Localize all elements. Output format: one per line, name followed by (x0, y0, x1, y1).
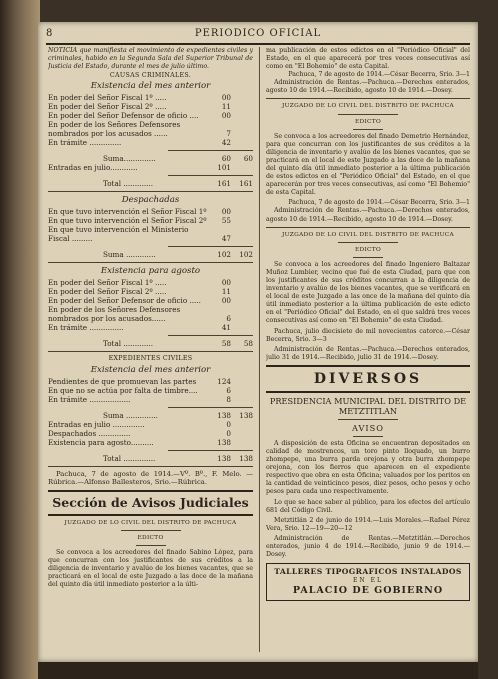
administration-note: Administración de Rentas.—Pachuca.—Derechos enterados, agosto 10 de 1914.—Recibido, agosto 10 de 1914.—Dosey. (266, 207, 470, 223)
table-row: Existencia para agosto.......... 138 (48, 437, 231, 447)
book-binding (0, 0, 40, 679)
table-row: Pendientes de que promuevan las partes 124 (48, 376, 231, 386)
rule (266, 227, 470, 228)
juzgado-heading: JUZGADO DE LO CIVIL DEL DISTRITO DE PACHUCA (282, 231, 454, 238)
table-row: Entradas en julio .............. 0 (48, 419, 231, 429)
edicto-heading: EDICTO (354, 246, 382, 253)
notice-intro: NOTICIA que manifiesta el movimiento de expedientes civiles y criminales, habido en la Segunda Sala del Superior Tribunal de Justicia del Estado, durante el mes de julio último. (48, 47, 253, 70)
table-row: En que tuvo intervención el Señor Fiscal 1º 00 (48, 207, 231, 217)
agosto-title: Existencia para agosto (100, 266, 201, 277)
continued-text: ma publicación de estos edictos en el "Periódico Oficial" del Estado, en el que aparecerá por tres veces consecutivas así como en "El Bohemio" de esta Capital. (266, 47, 470, 71)
edicto-text: Se convoca a los acreedores del finado Demetrio Hernández, para que concurran con los justificantes de sus créditos a la diligencia de inventario y avalúo de los bienes vacantes, que se practicará en el local de este Juzgado a las doce de la mañana del quinto día útil inmediato posterior a la última publicación de estos edictos en el "Periódico Oficial" del Estado, en el que aparecerán por tres veces consecutivas, así como "El Bohemio" de esta Capital. (266, 132, 470, 197)
civiles-title: EXPEDIENTES CIVILES (108, 355, 193, 363)
total-row: Total .............. 138 138 (103, 453, 253, 463)
page-number: 8 (46, 28, 53, 39)
page-title: PERIODICO OFICIAL (194, 28, 322, 39)
talleres-line-1: TALLERES TIPOGRAFICOS INSTALADOS (274, 567, 462, 577)
rule (168, 246, 253, 247)
talleres-line-3: PALACIO DE GOBIERNO (292, 585, 444, 597)
suma-row: Suma .............. 138 138 (103, 410, 253, 420)
administration-note: Administración de Rentas.—Pachuca.—Derechos enterados, agosto 10 de 1914.—Recibido, agosto 10 de 1914.—Dosey. (266, 79, 470, 95)
aviso-heading: AVISO (352, 422, 384, 433)
table-row: En poder de los Señores Defensores nombrados por los acusados...... 6 (48, 305, 231, 324)
table-row: En trámite .................. 8 (48, 394, 231, 404)
page-edge-shadow (38, 662, 478, 679)
total-row: Total ............. 58 58 (103, 339, 253, 349)
signature-line: Pachuca, julio diecisiete de mil novecientos catorce.—César Becerra, Srio. 3—3 (266, 327, 470, 343)
existencia-table (48, 93, 253, 147)
short-rule (338, 419, 398, 420)
header-rule (46, 43, 470, 45)
table-row: En poder del Señor Fiscal 2º ..... 11 (48, 287, 231, 297)
rule (48, 351, 253, 352)
thick-rule (48, 514, 253, 516)
administration-note: Administración de Rentas.—Pachuca.—Derechos enterados, julio 31 de 1914.—Recibido, julio 31 de 1914.—Dosey. (266, 345, 470, 361)
table-row: En que tuvo intervención el Ministerio Fiscal ......... 47 (48, 225, 231, 244)
rule (168, 450, 253, 451)
aviso-text: A disposición de esta Oficina se encuentran depositados en calidad de mostrencos, un toro pinto lloquado, un burro zhompepe, una burra parda orejona y otra burra zhompepe orejona, con los fierros que aparecen en el expediente respectivo que obra en esta Oficina; valuados por los peritos en la cantidad de veinticinco pesos, diez pesos, ocho pesos y ocho pesos para cada uno respectivamente. (266, 439, 470, 496)
talleres-box (266, 563, 470, 601)
table-row: En poder del Señor Defensor de oficio .... 00 (48, 111, 231, 121)
causas-title: CAUSAS CRIMINALES. (109, 72, 192, 80)
signature-line: Pachuca, 7 de agosto de 1914.—César Becerra, Srio. 3—1 (288, 71, 470, 79)
short-rule (353, 129, 383, 130)
table-row: En que tuvo intervención el Señor Fiscal 2º 55 (48, 216, 231, 226)
edicto-heading: EDICTO (137, 534, 164, 541)
talleres-line-2: EN EL (353, 577, 383, 585)
table-row: En trámite .............. 42 (48, 138, 231, 148)
short-rule (353, 257, 383, 258)
rule (168, 150, 253, 151)
signature-line: Pachuca, 7 de agosto de 1914.—Vº. Bº., F. Melo. —Rúbrica.—Alfonso Ballesteros, Srio.—Rúbrica. (48, 469, 253, 487)
total-row: Total ............. 161 161 (103, 179, 253, 189)
short-rule (136, 545, 166, 546)
despachadas-title: Despachadas (121, 195, 180, 206)
left-column (48, 47, 253, 652)
thick-rule (48, 490, 253, 492)
thick-rule (266, 365, 470, 367)
section-title: Sección de Avisos Judiciales (52, 494, 249, 510)
thick-rule (266, 391, 470, 393)
aviso-text-2: Lo que se hace saber al público, para los efectos del artículo 681 del Código Civil. (266, 498, 470, 514)
suma-row: Suma.............. 60 60 (103, 154, 253, 164)
short-rule (121, 530, 181, 531)
rule (266, 98, 470, 99)
table-row: Despachados .............. 0 (48, 428, 231, 438)
signature-line: Metztitlán 2 de junio de 1914.—Luis Morales.—Rafael Pérez Vera, Srio. 12—19—20—12 (266, 516, 470, 532)
page-header (46, 28, 470, 42)
short-rule (353, 436, 383, 437)
table-row: En poder del Señor Defensor de oficio ..... 00 (48, 296, 231, 306)
presidencia-heading: PRESIDENCIA MUNICIPAL DEL DISTRITO DE METZTITLAN (269, 395, 467, 416)
table-row: En poder de los Señores Defensores nombrados por los acusados ...... 7 (48, 120, 231, 139)
table-row: En poder del Señor Fiscal 1º ..... 00 (48, 93, 231, 103)
rule (168, 407, 253, 408)
rule (168, 335, 253, 336)
signature-line: Pachuca, 7 de agosto de 1914.—César Becerra, Srio. 3—1 (288, 199, 470, 207)
newspaper-page (38, 22, 478, 662)
diversos-heading: DIVERSOS (313, 370, 423, 387)
table-row: En trámite ............... 41 (48, 323, 231, 333)
rule (48, 262, 253, 263)
short-rule (338, 114, 398, 115)
rule (168, 175, 253, 176)
table-row: En poder del Señor Fiscal 2º ..... 11 (48, 102, 231, 112)
entradas-row: Entradas en julio............ 101 (48, 163, 231, 173)
rule (48, 466, 253, 467)
existencia-title: Existencia del mes anterior (90, 81, 211, 92)
suma-row: Suma ............. 102 102 (103, 250, 253, 260)
table-row: En poder del Señor Fiscal 1º ..... 00 (48, 278, 231, 288)
right-column (266, 47, 470, 652)
table-row: En que no se actúa por falta de timbre.... 6 (48, 385, 231, 395)
edicto-heading: EDICTO (354, 118, 382, 125)
juzgado-heading: JUZGADO DE LO CIVIL DEL DISTRITO DE PACHUCA (282, 103, 454, 110)
column-divider (259, 47, 260, 652)
civiles-existencia-title: Existencia del mes anterior (90, 364, 211, 375)
administration-note: Administración de Rentas.—Metztitlán.—Derechos enterados, junio 4 de 1914.—Recibido, junio 9 de 1914.—Dosey. (266, 534, 470, 559)
juzgado-heading: JUZGADO DE LO CIVIL DEL DISTRITO DE PACHUCA (64, 519, 237, 526)
edicto-text: Se convoca a los acreedores del finado Sabino López, para que concurran con los justificantes de sus créditos a la diligencia de inventario y avalúo de los bienes vacantes, que se practicará en el local de este Juzgado a las doce de la mañana del quinto día útil inmediato posterior a la últi- (48, 548, 253, 589)
rule (48, 191, 253, 192)
short-rule (338, 242, 398, 243)
edicto-text: Se convoca a los acreedores del finado Ingeniero Baltazar Muñoz Lumbier, vecino que fué de esta Ciudad, para que con los justificantes de sus créditos concurran a la diligencia de inventario y avalúo de los bienes vacantes, que se verificará en el local de este Juzgado a las once de la mañana del quinto día útil inmediato posterior a la última publicación de este edicto en el "Periódico Oficial" del Estado, en el que saldrá tres veces consecutivas así como en "El Bohemio" de esta Ciudad. (266, 260, 470, 325)
